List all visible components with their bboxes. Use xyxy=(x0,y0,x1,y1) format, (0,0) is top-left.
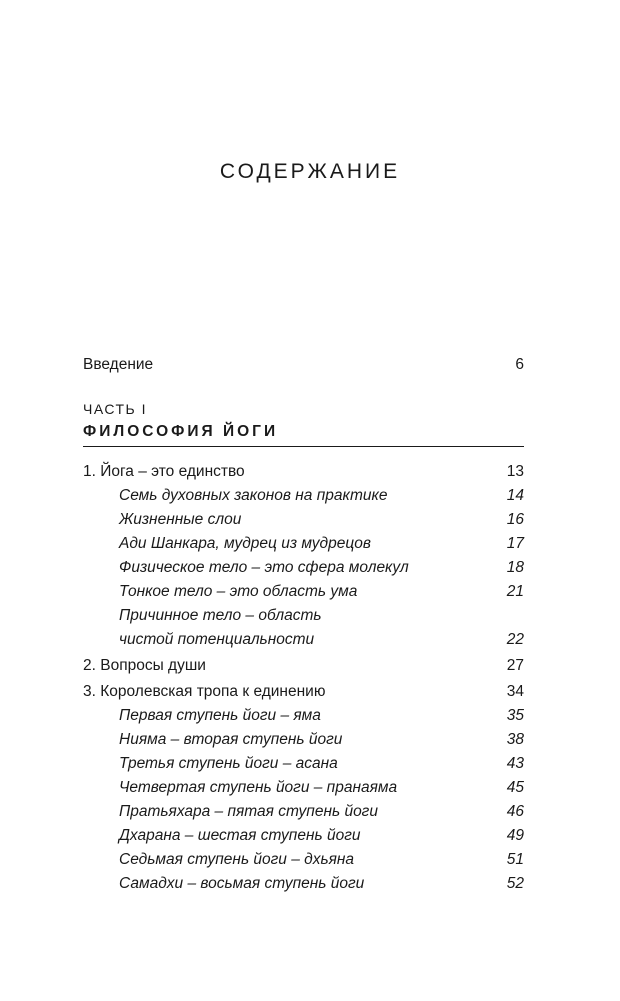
toc-entry-label: Первая ступень йоги – яма xyxy=(119,707,321,724)
toc-entry-page: 17 xyxy=(506,535,524,552)
toc-entry-label: Третья ступень йоги – асана xyxy=(119,755,338,772)
toc-entry-label: 3. Королевская тропа к единению xyxy=(83,683,326,700)
toc-entry-label: Физическое тело – это сфера молекул xyxy=(119,559,409,576)
toc-entry-page: 38 xyxy=(506,731,524,748)
toc-entry-label: Седьмая ступень йоги – дхьяна xyxy=(119,851,355,868)
toc-chapter-3[interactable] xyxy=(83,680,524,704)
toc-entry-label: Тонкое тело – это область ума xyxy=(119,583,358,600)
toc-subentry[interactable] xyxy=(83,532,524,556)
toc-entry-page: 14 xyxy=(506,487,524,504)
toc-entry-label: Причинное тело – область xyxy=(119,607,322,624)
toc-entry-page: 43 xyxy=(506,755,524,772)
toc-subentry[interactable] xyxy=(83,728,524,752)
toc-entry-label: Самадхи – восьмая ступень йоги xyxy=(119,875,365,892)
toc-chapter-1[interactable] xyxy=(83,460,524,484)
part-title: ФИЛОСОФИЯ ЙОГИ xyxy=(83,423,279,440)
toc-subentry[interactable] xyxy=(83,508,524,532)
toc-subentry[interactable] xyxy=(83,824,524,848)
page-title: СОДЕРЖАНИЕ xyxy=(219,160,401,183)
toc-subentry[interactable] xyxy=(83,776,524,800)
toc-entry-label: Ади Шанкара, мудрец из мудрецов xyxy=(119,535,371,552)
toc-subentry[interactable] xyxy=(83,484,524,508)
toc-subentry[interactable] xyxy=(83,604,524,628)
toc-subentry[interactable] xyxy=(83,872,524,896)
toc-entry-page: 18 xyxy=(506,559,524,576)
toc-entry-page: 45 xyxy=(506,779,524,796)
toc-entry-label: Семь духовных законов на практике xyxy=(119,487,388,504)
toc-entry-label: Жизненные слои xyxy=(119,511,242,528)
toc-entry-page: 51 xyxy=(506,851,524,868)
toc-entry-label: Дхарана – шестая ступень йоги xyxy=(119,827,361,844)
toc-entry-label: чистой потенциальности xyxy=(119,631,315,648)
toc-subentry[interactable] xyxy=(83,800,524,824)
toc-entry-page: 46 xyxy=(506,803,524,820)
toc-entry-label: 2. Вопросы души xyxy=(83,657,206,674)
toc-entry-label: Четвертая ступень йоги – пранаяма xyxy=(119,779,398,796)
toc-subentry[interactable] xyxy=(83,628,524,652)
toc-subentry[interactable] xyxy=(83,556,524,580)
table-of-contents xyxy=(83,352,524,896)
toc-entry-label: 1. Йога – это единство xyxy=(83,463,245,480)
toc-chapter-2[interactable] xyxy=(83,654,524,678)
toc-entry-page: 22 xyxy=(506,631,524,648)
toc-entry-page: 49 xyxy=(506,827,524,844)
toc-entry-label: Введение xyxy=(83,356,154,373)
toc-subentry[interactable] xyxy=(83,848,524,872)
toc-entry-page: 13 xyxy=(506,463,524,480)
toc-subentry[interactable] xyxy=(83,580,524,604)
toc-entry-page: 34 xyxy=(506,683,524,700)
part-label: ЧАСТЬ I xyxy=(83,401,148,417)
toc-entry-page: 35 xyxy=(506,707,524,724)
toc-entry-label: Нияма – вторая ступень йоги xyxy=(119,731,343,748)
toc-entry-page: 52 xyxy=(506,875,524,892)
toc-entry-page: 16 xyxy=(506,511,524,528)
toc-subentry[interactable] xyxy=(83,752,524,776)
toc-subentry[interactable] xyxy=(83,704,524,728)
toc-entry-page: 6 xyxy=(515,356,524,373)
toc-entry-page: 21 xyxy=(506,583,524,600)
toc-entry-page: 27 xyxy=(506,657,524,674)
toc-entry-label: Пратьяхара – пятая ступень йоги xyxy=(119,803,378,820)
toc-entry-intro[interactable] xyxy=(83,352,524,378)
